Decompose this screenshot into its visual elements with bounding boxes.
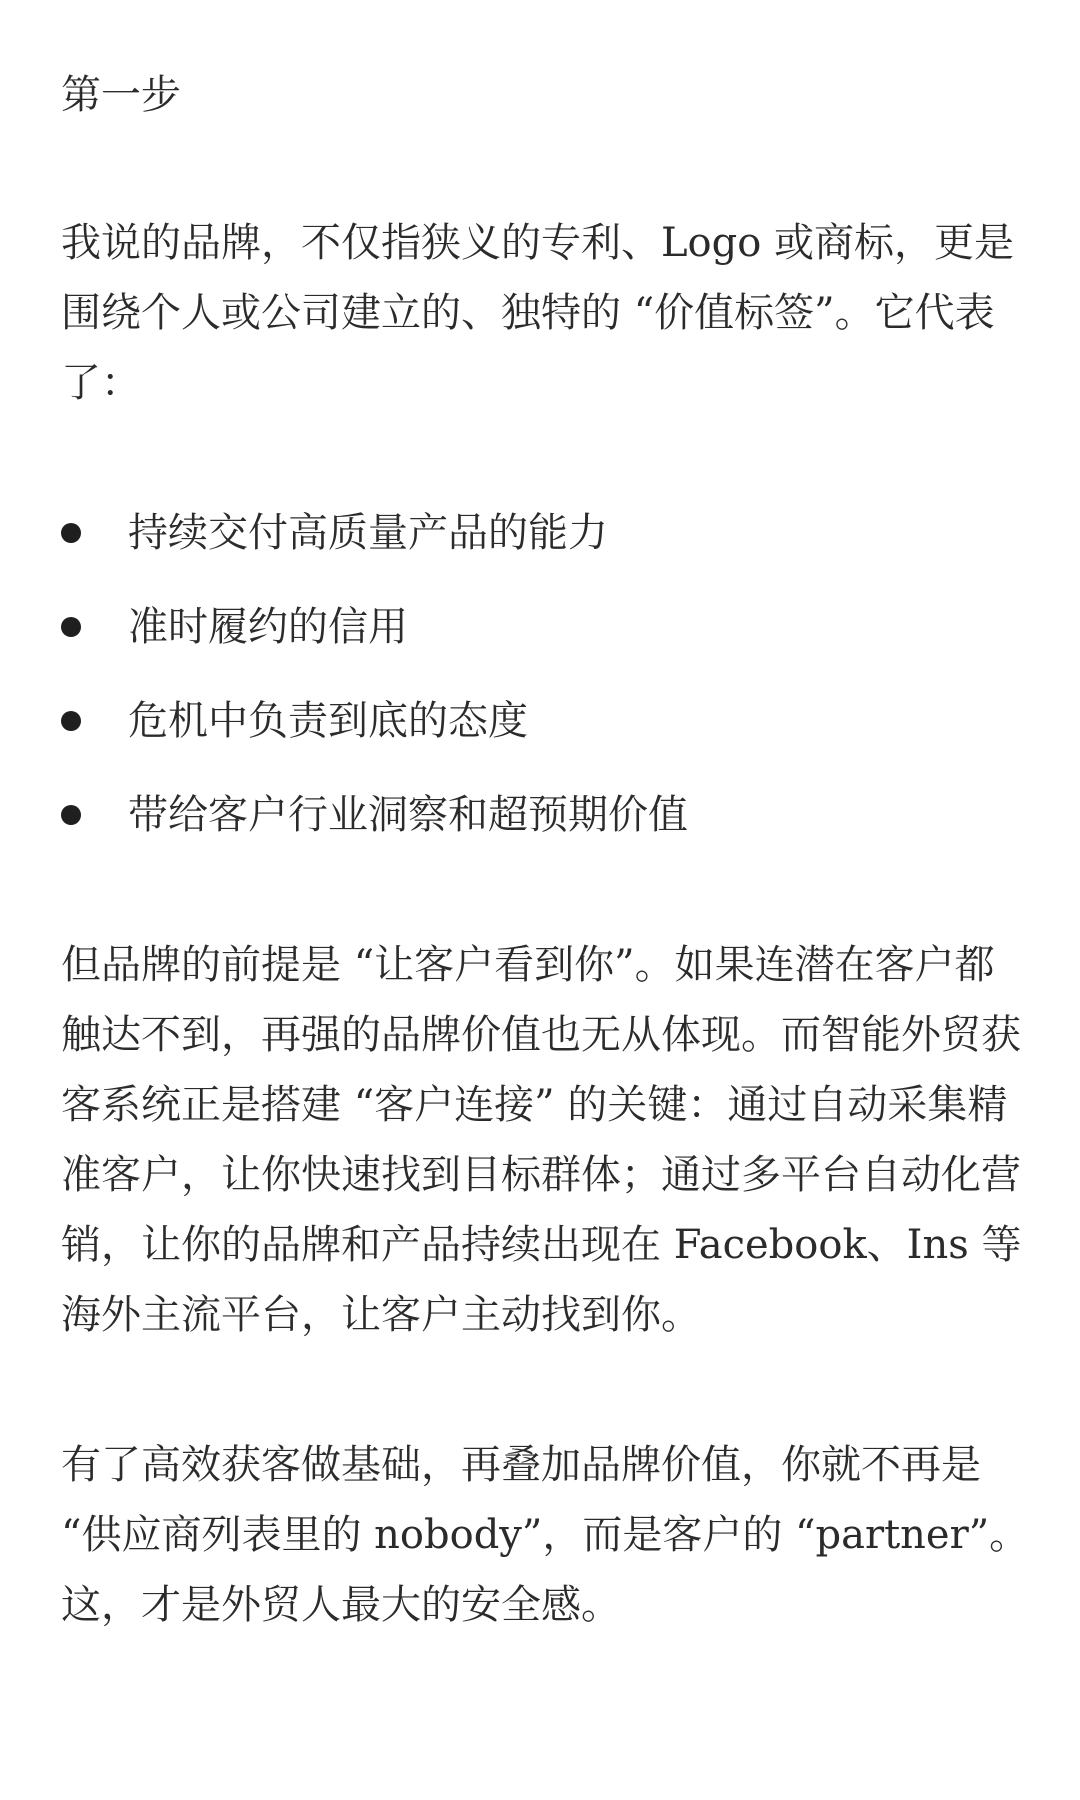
article-body	[61, 60, 1031, 1720]
list-item	[61, 592, 1031, 662]
list-item	[61, 498, 1031, 568]
intro-paragraph: 我说的品牌，不仅指狭义的专利、Logo 或商标，更是围绕个人或公司建立的、独特的 “价值标签”。它代表了：	[61, 220, 1015, 406]
bullet-dot-icon	[61, 523, 81, 543]
bullet-dot-icon	[61, 805, 81, 825]
conclusion-paragraph: 有了高效获客做基础，再叠加品牌价值，你就不再是 “供应商列表里的 nobody”，而是客户的 “partner”。这，才是外贸人最大的安全感。	[61, 1442, 1030, 1628]
bullet-dot-icon	[61, 711, 81, 731]
list-item	[61, 780, 1031, 850]
brand-premise-paragraph: 但品牌的前提是 “让客户看到你”。如果连潜在客户都触达不到，再强的品牌价值也无从体现。而智能外贸获客系统正是搭建 “客户连接” 的关键：通过自动采集精准客户，让你快速找到目标群体；通过多平台自动化营销，让你的品牌和产品持续出现在 Facebook、Ins 等海外主流平台，让客户主动找到你。	[61, 942, 1022, 1338]
value-list	[61, 498, 1031, 850]
bullet-dot-icon	[61, 617, 81, 637]
list-item-text: 危机中负责到底的态度	[128, 698, 528, 744]
step-heading: 第一步	[61, 72, 181, 118]
list-item-text: 带给客户行业洞察和超预期价值	[128, 792, 688, 838]
list-item-text: 准时履约的信用	[128, 604, 408, 650]
list-item	[61, 686, 1031, 756]
list-item-text: 持续交付高质量产品的能力	[128, 510, 608, 556]
